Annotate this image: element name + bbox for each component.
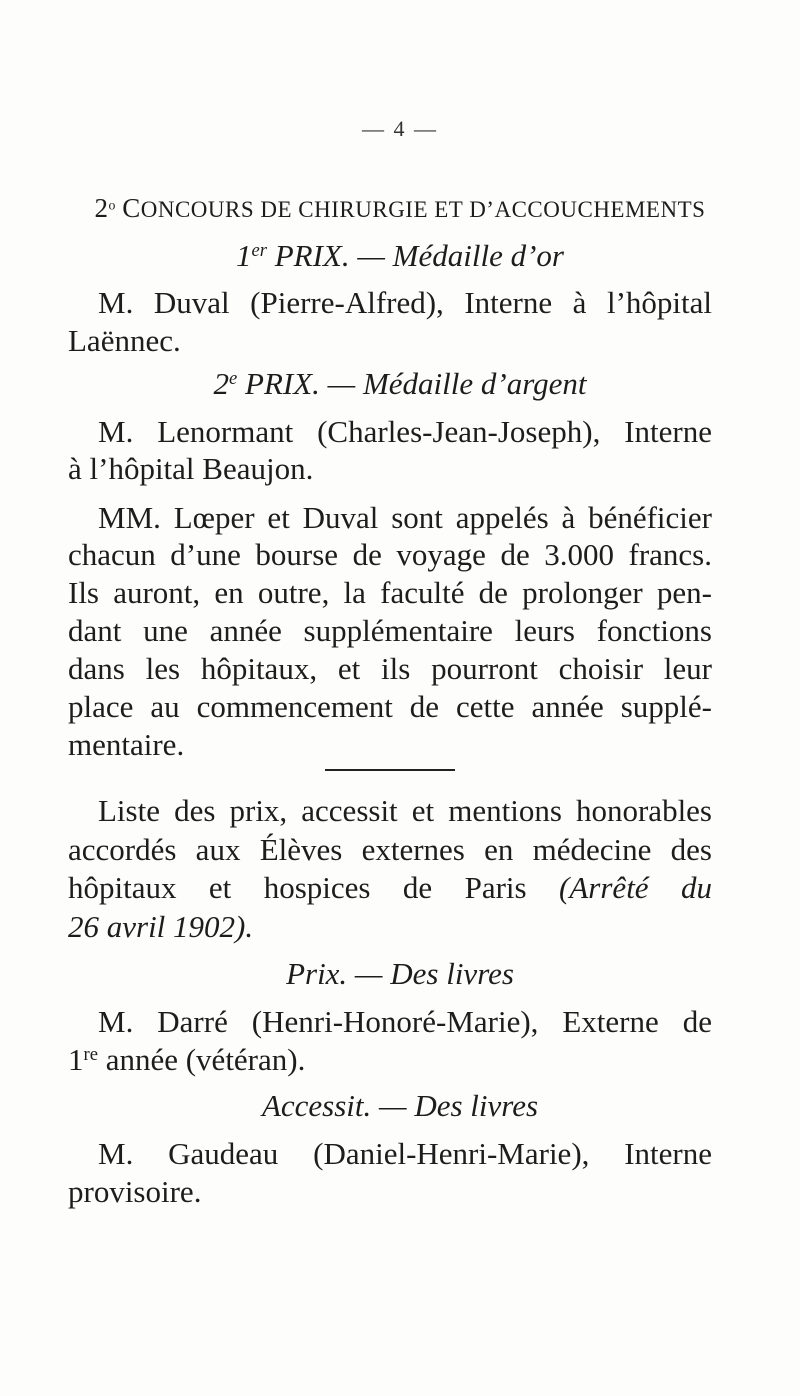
prize2-ordinal-suffix: e [229, 367, 238, 389]
accessit-text-line1: M. Gaudeau (Daniel-Henri-Marie), Interne [98, 1136, 712, 1171]
prize1-text-line2: Laënnec. [68, 323, 181, 358]
prix-heading: Prix. — Des livres [286, 956, 514, 991]
paragraph-line: place au commencement de cette année supplé- [68, 689, 712, 724]
paragraph-line: dant une année supplémentaire leurs fonctions [68, 613, 712, 648]
accessit-text-line2: provisoire. [68, 1174, 202, 1209]
prix-text-line1: M. Darré (Henri-Honoré-Marie), Externe de [98, 1004, 712, 1039]
list-intro-line4 [68, 909, 712, 945]
section-title-initial: C [122, 193, 141, 223]
paragraph-line: mentaire. [68, 727, 185, 762]
prix-text-line2 [68, 1042, 712, 1078]
list-intro-line2: accordés aux Élèves externes en médecine des [68, 832, 712, 867]
prize2-heading-text: PRIX. — Médaille d’argent [245, 366, 587, 401]
list-intro-line3 [68, 870, 712, 906]
prize2-text-line2: à l’hôpital Beaujon. [68, 451, 314, 486]
list-intro-date: 26 avril 1902). [68, 909, 254, 944]
prix-text-line2-sup: re [83, 1043, 98, 1065]
prize2-heading [0, 366, 800, 402]
prize1-heading [0, 238, 800, 274]
paragraph-line: Ils auront, en outre, la faculté de prolonger pen- [68, 575, 712, 610]
prize1-heading-text: PRIX. — Médaille d’or [274, 238, 564, 273]
section-title-rest: ONCOURS DE CHIRURGIE ET D’ACCOUCHEMENTS [140, 197, 706, 222]
list-intro-line3-text: hôpitaux et hospices de Paris [68, 870, 527, 905]
section-number: 2 [94, 193, 109, 223]
paragraph-line: dans les hôpitaux, et ils pourront choisir leur [68, 651, 712, 686]
prize1-ordinal-suffix: er [251, 239, 267, 261]
paragraph-line: MM. Lœper et Duval sont appelés à bénéficier [98, 500, 712, 535]
page-number: — 4 — [362, 116, 438, 141]
prize2-text-line1: M. Lenormant (Charles-Jean-Joseph), Interne [98, 414, 712, 449]
prix-text-line2-rest: année (vétéran). [97, 1042, 306, 1077]
prize1-text-line1: M. Duval (Pierre-Alfred), Interne à l’hôpital [98, 285, 712, 320]
list-intro-line1: Liste des prix, accessit et mentions honorables [98, 793, 712, 828]
prix-text-line2-num: 1 [68, 1042, 84, 1077]
paragraph-line: chacun d’une bourse de voyage de 3.000 francs. [68, 537, 712, 572]
section-number-degree: o [108, 197, 116, 213]
section-title [0, 190, 800, 228]
prize1-ordinal: 1 [235, 238, 252, 273]
section-divider [325, 769, 455, 771]
accessit-heading: Accessit. — Des livres [261, 1088, 539, 1123]
prize2-ordinal: 2 [213, 366, 229, 401]
list-intro-line3-italic: (Arrêté du [559, 870, 712, 905]
